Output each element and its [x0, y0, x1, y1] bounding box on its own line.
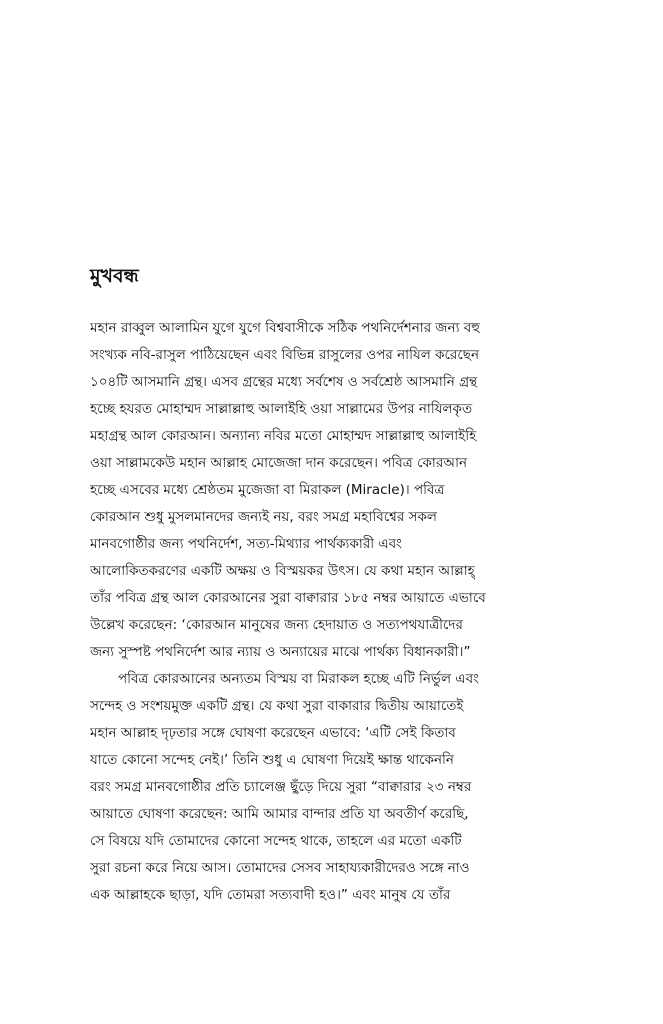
text-line: হচ্ছে হযরত মোহাম্মদ সাল্লাল্লাহু আলাইহি ওয়া সাল্লামের উপর নাযিলকৃত: [90, 401, 473, 417]
text-line: উল্লেখ করেছেন: ‘কোরআন মানুষের জন্য হেদায়াত ও সত্যপথযাত্রীদের: [90, 617, 463, 633]
text-line: মহান আল্লাহ দৃঢ়তার সঙ্গে ঘোষণা করেছেন এভাবে: ‘এটি সেই কিতাব: [90, 725, 456, 741]
text-line: সংখ্যক নবি-রাসুল পাঠিয়েছেন এবং বিভিন্ন রাসুলের ওপর নাযিল করেছেন: [90, 347, 480, 363]
text-line: মহাগ্রন্থ আল কোরআন। অন্যান্য নবির মতো মোহাম্মদ সাল্লাল্লাহু আলাইহি: [90, 428, 477, 444]
text-line: ওয়া সাল্লামকেউ মহান আল্লাহ মোজেজা দান করেছেন। পবিত্র কোরআন: [90, 455, 468, 471]
text-line: আয়াতে ঘোষণা করেছেন: আমি আমার বান্দার প্রতি যা অবতীর্ণ করেছি,: [90, 806, 469, 822]
text-line: আলোকিতকরণের একটি অক্ষয় ও বিস্ময়কর উৎস। যে কথা মহান আল্লাহ্: [90, 563, 475, 579]
text-line: মানবগোষ্ঠীর জন্য পথনির্দেশ, সত্য-মিথ্যার পার্থক্যকারী এবং: [90, 536, 402, 552]
page-heading: মুখবন্ধ: [90, 265, 139, 287]
text-line: মহান রাব্বুল আলামিন যুগে যুগে বিশ্ববাসীকে সঠিক পথনির্দেশনার জন্য বহু: [90, 320, 480, 336]
text-line: যাতে কোনো সন্দেহ নেই।’ তিনি শুধু এ ঘোষণা দিয়েই ক্ষান্ত থাকেননি: [90, 752, 454, 768]
text-line: সন্দেহ ও সংশয়মুক্ত একটি গ্রন্থ। যে কথা সুরা বাকারার দ্বিতীয় আয়াতেই: [90, 698, 464, 714]
text-line: জন্য সুস্পষ্ট পথনির্দেশ আর ন্যায় ও অন্যায়ের মাঝে পার্থক্য বিধানকারী।”: [90, 644, 471, 660]
text-line: বরং সমগ্র মানবগোষ্ঠীর প্রতি চ্যালেঞ্জ ছুঁড়ে দিয়ে সুরা “বাক্বারার ২৩ নম্বর: [90, 779, 472, 795]
text-line: ১০৪টি আসমানি গ্রন্থ। এসব গ্রন্থের মধ্যে সর্বশেষ ও সর্বশ্রেষ্ঠ আসমানি গ্রন্থ: [90, 374, 478, 390]
text-line: কোরআন শুধু মুসলমানদের জন্যই নয়, বরং সমগ্র মহাবিশ্বের সকল: [90, 509, 437, 525]
text-line: তাঁর পবিত্র গ্রন্থ আল কোরআনের সুরা বাক্বারার ১৮৫ নম্বর আয়াতে এভাবে: [90, 590, 486, 606]
text-line: সুরা রচনা করে নিয়ে আস। তোমাদের সেসব সাহায্যকারীদেরও সঙ্গে নাও: [90, 860, 470, 876]
paragraph-start-line: পবিত্র কোরআনের অন্যতম বিস্ময় বা মিরাকল হচ্ছে এটি নির্ভুল এবং: [118, 671, 479, 687]
text-line: সে বিষয়ে যদি তোমাদের কোনো সন্দেহ থাকে, তাহলে এর মতো একটি: [90, 833, 462, 849]
text-line: হচ্ছে এসবের মধ্যে শ্রেষ্ঠতম মুজেজা বা মিরাকল (Miracle)। পবিত্র: [90, 482, 445, 498]
text-line: এক আল্লাহকে ছাড়া, যদি তোমরা সত্যবাদী হও।” এবং মানুষ যে তাঁর: [90, 887, 451, 903]
